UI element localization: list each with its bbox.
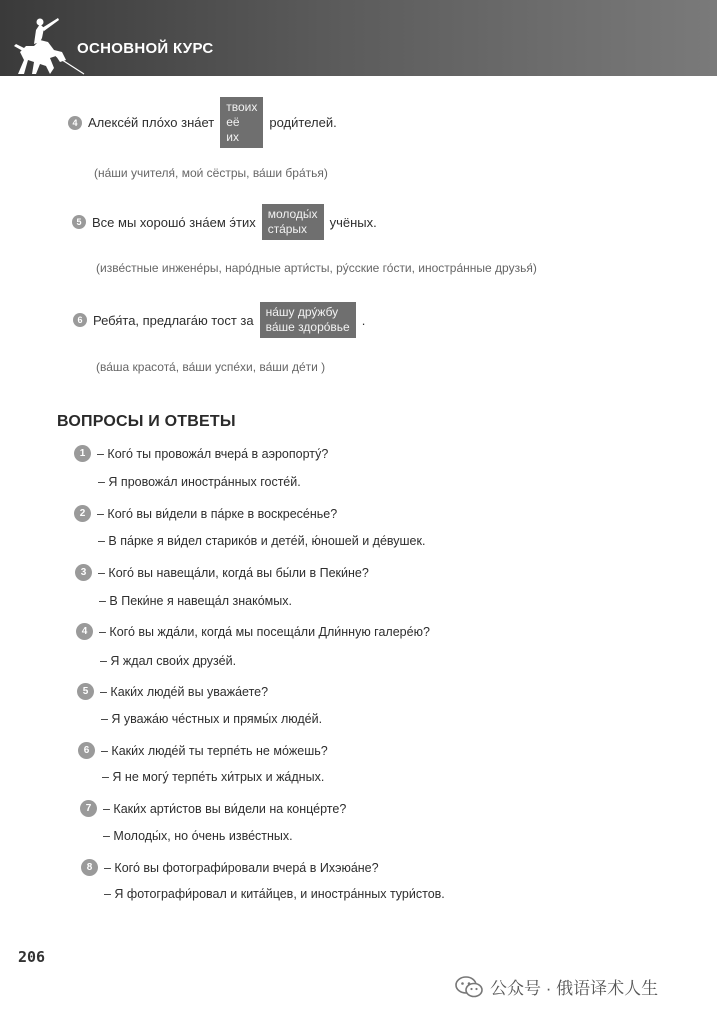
number-badge: 4: [76, 623, 93, 640]
number-badge: 5: [72, 215, 86, 229]
qa-answer-2: – В па́рке я ви́дел старико́в и дете́й, ю́ношей и де́вушек.: [98, 534, 426, 548]
number-badge: 5: [77, 683, 94, 700]
header-bar: [0, 0, 717, 76]
qa-answer-1: – Я провожа́л иностра́нных госте́й.: [98, 475, 301, 489]
qa-question-7: [80, 800, 346, 817]
question-text: – Каки́х люде́й ты терпе́ть не мо́жешь?: [101, 743, 328, 758]
exercise-text-after: роди́телей.: [269, 115, 337, 130]
option-item: ва́ше здоро́вье: [265, 320, 350, 334]
question-text: – Каки́х арти́стов вы ви́дели на конце́рте?: [103, 801, 347, 816]
watermark: [455, 974, 658, 999]
exercise-text-after: учёных.: [329, 214, 377, 230]
page-number: 206: [18, 948, 46, 966]
qa-answer-8: – Я фотографи́ровал и кита́йцев, и иностра́нных тури́стов.: [104, 887, 445, 901]
question-text: – Каки́х люде́й вы уважа́ете?: [100, 684, 269, 699]
option-item: твоих: [226, 100, 258, 114]
number-badge: 4: [68, 116, 82, 130]
exercise-text-after: .: [361, 312, 366, 328]
number-badge: 7: [80, 800, 97, 817]
section-title: ВОПРОСЫ И ОТВЕТЫ: [57, 413, 236, 430]
header-title: ОСНОВНОЙ КУРС: [77, 40, 214, 57]
wechat-icon: [455, 976, 483, 998]
exercise-hint: (на́ши учителя́, мои́ сёстры, ва́ши бра́тья): [94, 166, 328, 180]
option-item: их: [226, 130, 239, 144]
qa-question-3: [75, 564, 369, 581]
option-item: её: [226, 115, 240, 129]
qa-question-4: [76, 623, 430, 640]
question-text: – Кого́ вы навеща́ли, когда́ вы бы́ли в Пеки́не?: [98, 565, 369, 580]
qa-answer-3: – В Пеки́не я навеща́л знако́мых.: [99, 594, 292, 608]
exercise-hint: (изве́стные инжене́ры, наро́дные арти́сты, ру́сские го́сти, иностра́нные друзья́): [96, 261, 537, 275]
qa-question-8: [81, 859, 379, 876]
exercise-hint: (ва́ша красота́, ва́ши успе́хи, ва́ши де́ти ): [96, 360, 326, 374]
qa-answer-6: – Я не могу́ терпе́ть хи́трых и жа́дных.: [102, 770, 325, 784]
number-badge: 2: [74, 505, 91, 522]
horseman-logo-icon: [10, 16, 86, 76]
exercise-5: [72, 204, 377, 240]
question-text: – Кого́ вы жда́ли, когда́ мы посеща́ли Дли́нную галере́ю?: [99, 624, 430, 639]
exercise-6: [73, 302, 365, 338]
option-box: [220, 97, 263, 148]
qa-question-6: [78, 742, 328, 759]
number-badge: 1: [74, 445, 91, 462]
number-badge: 6: [78, 742, 95, 759]
exercise-4: [68, 97, 337, 148]
qa-question-1: [74, 445, 328, 462]
number-badge: 3: [75, 564, 92, 581]
qa-answer-5: – Я уважа́ю че́стных и прямы́х люде́й.: [101, 712, 323, 726]
qa-question-2: [74, 505, 337, 522]
qa-answer-7: – Молоды́х, но о́чень изве́стных.: [103, 829, 293, 843]
watermark-text: 公众号 · 俄语译术人生: [490, 979, 659, 998]
exercise-text-before: Все мы хорошо́ зна́ем э́тих: [92, 214, 256, 230]
option-item: молоды́х: [267, 207, 318, 221]
exercise-text-before: Ребя́та, предлага́ю тост за: [93, 312, 254, 328]
exercise-text-before: Алексе́й пло́хо зна́ет: [88, 115, 215, 130]
option-item: ста́рых: [267, 222, 308, 236]
option-item: на́шу дру́жбу: [265, 305, 339, 319]
question-text: – Кого́ вы ви́дели в па́рке в воскресе́нье?: [97, 506, 338, 521]
number-badge: 8: [81, 859, 98, 876]
question-text: – Кого́ вы фотографи́ровали вчера́ в Ихэюа́не?: [104, 860, 379, 875]
option-box: [260, 302, 356, 338]
question-text: – Кого́ ты провожа́л вчера́ в аэропорту́?: [97, 446, 329, 461]
number-badge: 6: [73, 313, 87, 327]
option-box: [262, 204, 324, 240]
qa-question-5: [77, 683, 268, 700]
qa-answer-4: – Я ждал свои́х друзе́й.: [100, 654, 237, 668]
